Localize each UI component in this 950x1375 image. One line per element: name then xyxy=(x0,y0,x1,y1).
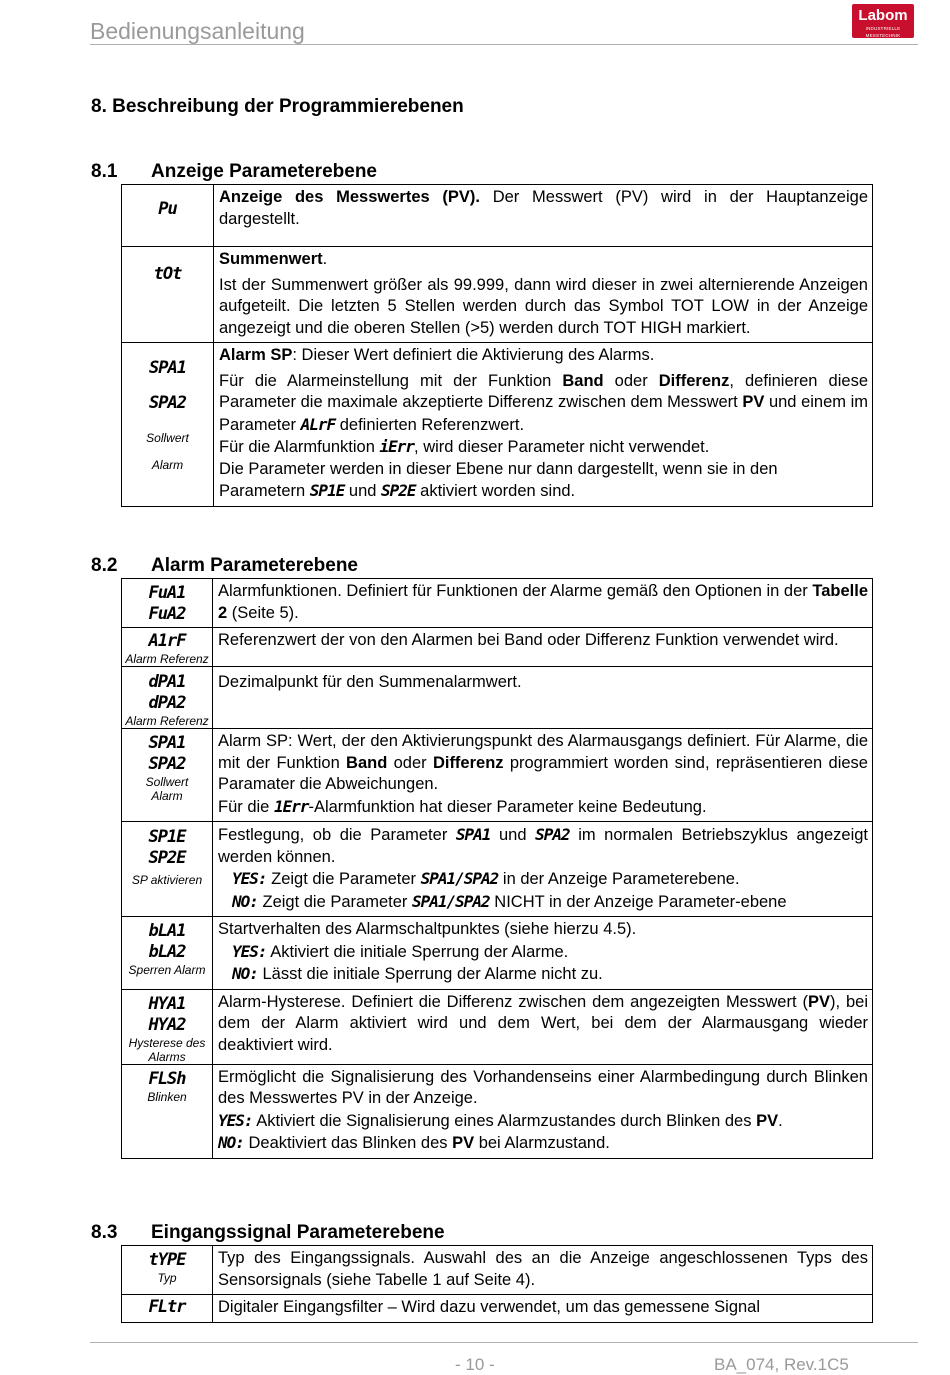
text: Referenzwert der von den Alarmen bei Band oder Differenz Funktion verwendet wird. xyxy=(218,631,839,649)
text: aktiviert worden sind. xyxy=(415,482,576,500)
section-title: Eingangssignal Parameterebene xyxy=(151,1222,445,1243)
table-row xyxy=(122,989,873,1064)
param-code-inline: NO: xyxy=(218,1133,244,1152)
section-number: 8.3 xyxy=(91,1222,118,1243)
param-code-inline: NO: xyxy=(232,964,258,983)
text: , definieren diese Parameter die maximale akzeptierte Differenz zwischen dem Messwert xyxy=(219,371,868,411)
table-row xyxy=(122,1295,873,1323)
text: Für die Alarmfunktion xyxy=(219,438,380,456)
text: Alarm-Hysterese. Definiert die Differenz zwischen dem angezeigten Messwert ( xyxy=(218,992,808,1011)
text: Zeigt die Parameter xyxy=(257,892,412,911)
text: Digitaler Eingangsfilter – Wird dazu verwendet, um das gemessene Signal xyxy=(218,1298,761,1316)
param-code: SPA2 xyxy=(149,393,186,413)
description-cell xyxy=(214,343,873,507)
description-cell xyxy=(213,729,873,822)
text: Ist der Summenwert größer als 99.999, dann wird dieser in zwei alternierende Anzeigen aufgeteilt. Die letzten 5 Stellen werden durch das Symbol TOT LOW in der Anzeige angezeigt und die oberen Stellen (>5) werden durch TOT HIGH markiert. xyxy=(219,275,868,337)
text: definierten Referenzwert. xyxy=(335,415,525,434)
text: NICHT in der Anzeige Parameter-ebene xyxy=(489,892,787,911)
text: und xyxy=(344,482,382,500)
description-cell xyxy=(213,989,873,1064)
param-code-inline: ALrF xyxy=(300,414,336,434)
table-alarm-params xyxy=(121,578,873,1159)
description-cell xyxy=(213,579,873,628)
text: im normalen Betriebszyklus angezeigt werden können. xyxy=(218,826,869,866)
table-row xyxy=(122,579,873,628)
param-code: tOt xyxy=(153,264,182,284)
text: ), bei dem der Alarm aktiviert wird und dem Wert, bei dem der Alarmausgang wieder deaktiviert wird. xyxy=(218,992,868,1054)
param-code: FuA1 xyxy=(148,583,186,603)
text: Deaktiviert das Blinken des xyxy=(243,1134,453,1152)
text: Die Parameter werden in dieser Ebene nur dann dargestellt, wenn sie in den Parametern xyxy=(219,459,778,500)
param-cell xyxy=(122,1295,213,1323)
param-code: Pu xyxy=(158,199,177,219)
table-row xyxy=(122,729,873,822)
param-code-inline: SPA1/SPA2 xyxy=(420,869,499,888)
param-code: SP2E xyxy=(148,848,186,868)
header-divider xyxy=(90,44,918,45)
text: und xyxy=(490,826,536,844)
text: Lässt die initiale Sperrung der Alarme nicht zu. xyxy=(257,965,603,983)
description-cell xyxy=(213,1246,873,1295)
param-cell xyxy=(122,667,213,729)
section-heading-8-2 xyxy=(91,555,358,577)
text: Zeigt die Parameter xyxy=(266,870,421,888)
param-code: SPA1 xyxy=(148,733,186,753)
table-display-params xyxy=(121,184,873,507)
param-code: dPA1 xyxy=(148,672,186,692)
text: . xyxy=(322,250,328,268)
header-title: Bedienungsanleitung xyxy=(90,18,305,44)
param-code: FLSh xyxy=(148,1068,186,1089)
param-code: FuA2 xyxy=(148,604,186,624)
footer-divider xyxy=(90,1342,918,1343)
table-row xyxy=(122,628,873,667)
bold-text: Differenz xyxy=(658,371,730,390)
param-code-inline: 1Err xyxy=(273,796,309,816)
text: Aktiviert die Signalisierung eines Alarmzustandes durch Blinken des xyxy=(252,1111,757,1130)
bold-text: PV xyxy=(452,1134,475,1152)
description-cell xyxy=(213,667,873,729)
table-row xyxy=(122,247,873,343)
param-code: HYA1 xyxy=(148,993,186,1014)
table-input-params xyxy=(121,1245,873,1323)
text: oder xyxy=(603,371,659,390)
table-row xyxy=(122,1246,873,1295)
param-code: SP1E xyxy=(148,827,186,847)
section-title: Anzeige Parameterebene xyxy=(151,161,377,182)
document-id: BA_074, Rev.1C5 xyxy=(714,1355,849,1374)
bold-text: Band xyxy=(562,371,604,390)
param-caption: Alarm xyxy=(151,458,184,472)
section-number: 8.2 xyxy=(91,555,118,576)
param-caption: Alarm xyxy=(151,789,183,803)
bold-text: Alarm SP xyxy=(219,346,293,364)
text: oder xyxy=(387,753,433,772)
param-caption: SP aktivieren xyxy=(131,873,203,887)
description-cell xyxy=(213,1064,873,1158)
bold-text: PV xyxy=(756,1111,779,1130)
description-cell xyxy=(213,917,873,990)
param-code-inline: SP1E xyxy=(309,481,345,500)
text: , wird dieser Parameter nicht verwendet. xyxy=(414,438,710,456)
param-code: FLtr xyxy=(148,1297,186,1317)
bold-text: Anzeige des Messwertes (PV). xyxy=(219,188,480,206)
bold-text: Summenwert xyxy=(219,250,323,268)
table-row xyxy=(122,185,873,247)
bold-text: PV xyxy=(807,992,830,1011)
param-code: A1rF xyxy=(148,631,186,651)
param-code: SPA1 xyxy=(149,358,186,378)
param-cell xyxy=(122,1064,213,1158)
param-code-inline: YES: xyxy=(232,941,267,961)
text: Für die xyxy=(218,797,274,816)
description-cell xyxy=(214,185,873,247)
text: in der Anzeige Parameterebene. xyxy=(498,870,740,888)
text: -Alarmfunktion hat dieser Parameter keine Bedeutung. xyxy=(308,797,707,816)
text: Aktiviert die initiale Sperrung der Alarme. xyxy=(266,942,569,961)
section-number: 8.1 xyxy=(91,161,118,182)
text: bei Alarmzustand. xyxy=(474,1134,610,1152)
param-cell xyxy=(122,343,214,507)
param-caption: Sollwert xyxy=(146,431,189,445)
text: . xyxy=(778,1111,783,1130)
param-cell xyxy=(122,579,213,628)
param-code-inline: YES: xyxy=(218,1110,253,1130)
param-cell xyxy=(122,628,213,667)
text: Dezimalpunkt für den Summenalarmwert. xyxy=(218,673,522,691)
description-cell xyxy=(213,1295,873,1323)
param-code: bLA1 xyxy=(148,921,186,941)
param-caption: Alarm Referenz xyxy=(125,652,209,666)
text: und einem im Parameter xyxy=(219,393,869,434)
text: Alarmfunktionen. Definiert für Funktionen der Alarme gemäß den Optionen in der xyxy=(218,582,813,600)
description-cell xyxy=(214,247,873,343)
param-code-inline: YES: xyxy=(232,869,267,888)
param-cell xyxy=(122,822,213,917)
logo-text: Labom xyxy=(858,7,908,24)
param-code: SPA2 xyxy=(148,754,186,774)
description-cell xyxy=(213,628,873,667)
bold-text: Tabelle 2 xyxy=(218,582,868,622)
param-cell xyxy=(122,917,213,990)
text: : Dieser Wert definiert die Aktivierung des Alarms. xyxy=(292,346,655,364)
param-cell xyxy=(122,247,214,343)
param-cell xyxy=(122,185,214,247)
chapter-heading: 8. Beschreibung der Programmierebenen xyxy=(91,96,464,117)
param-code-inline: SPA2 xyxy=(535,825,570,844)
bold-text: Differenz xyxy=(432,753,504,772)
table-row xyxy=(122,343,873,507)
page-number: - 10 - xyxy=(455,1355,495,1374)
param-caption: Alarm Referenz xyxy=(125,714,209,728)
table-row xyxy=(122,822,873,917)
text: Startverhalten des Alarmschaltpunktes (siehe hierzu 4.5). xyxy=(218,920,637,938)
table-row xyxy=(122,917,873,990)
param-caption: Blinken xyxy=(147,1089,187,1104)
text: Typ des Eingangssignals. Auswahl des an die Anzeige angeschlossenen Typs des Sensorsignals (siehe Tabelle 1 auf Seite 4). xyxy=(218,1249,868,1289)
section-title: Alarm Parameterebene xyxy=(151,555,358,576)
param-cell xyxy=(122,1246,213,1295)
logo-subtext: INDUSTRIELLE MESSTECHNIK xyxy=(865,26,901,38)
param-caption: Sperren Alarm xyxy=(128,963,206,977)
text: Der Messwert (PV) wird in der Hauptanzeige dargestellt. xyxy=(219,188,868,228)
param-code-inline: SP2E xyxy=(381,481,416,500)
param-cell xyxy=(122,989,213,1064)
text: Festlegung, ob die Parameter xyxy=(218,826,456,844)
section-heading-8-1 xyxy=(91,161,377,183)
param-caption: Sollwert xyxy=(145,775,189,789)
param-code-inline: NO: xyxy=(232,891,258,911)
param-code: HYA2 xyxy=(148,1014,186,1035)
text: Für die Alarmeinstellung mit der Funktion xyxy=(219,371,563,390)
text: (Seite 5). xyxy=(227,603,299,622)
param-code-inline: SPA1/SPA2 xyxy=(411,891,490,911)
labom-logo xyxy=(852,4,914,38)
bold-text: PV xyxy=(742,393,765,411)
description-cell xyxy=(213,822,873,917)
text: Alarm SP: Wert, der den Aktivierungspunkt des Alarmausgangs definiert. Für Alarme, die mit der Funktion xyxy=(218,732,868,772)
bold-text: Band xyxy=(346,753,388,772)
param-code-inline: SPA1 xyxy=(455,825,491,844)
text: programmiert worden sind, repräsentieren diese Paramater die Abweichungen. xyxy=(218,753,868,793)
param-code: tYPE xyxy=(148,1250,186,1270)
table-row xyxy=(122,667,873,729)
param-cell xyxy=(122,729,213,822)
text: Ermöglicht die Signalisierung des Vorhandenseins einer Alarmbedingung durch Blinken des Messwertes PV in der Anzeige. xyxy=(218,1067,868,1107)
param-caption: Alarms xyxy=(148,1049,186,1064)
param-code: bLA2 xyxy=(148,942,186,962)
param-caption: Hysterese des xyxy=(128,1035,206,1050)
param-code-inline: iErr xyxy=(379,437,415,456)
section-heading-8-3 xyxy=(91,1222,445,1244)
param-code: dPA2 xyxy=(148,693,186,713)
table-row xyxy=(122,1064,873,1158)
param-caption: Typ xyxy=(157,1271,177,1285)
